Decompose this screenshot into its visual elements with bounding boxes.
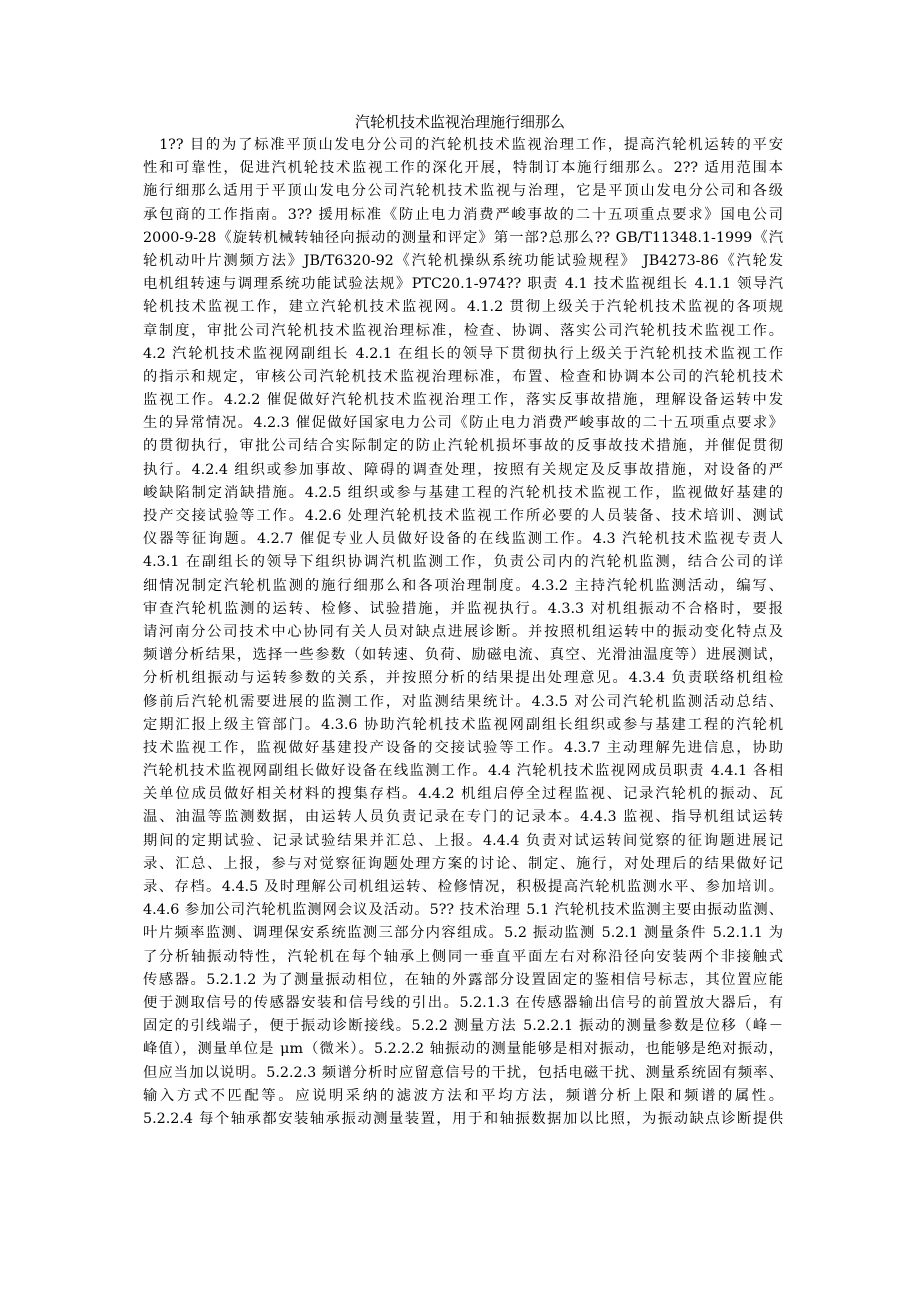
body-text-line: 性和可靠性，促进汽机轮技术监视工作的深化开展，特制订本施行细那么。2?? 适用范围本 [143, 160, 783, 177]
body-text-line: 执行。4.2.4 组织或参加事故、障碍的调查处理，按照有关规定及反事故措施，对设备的严 [143, 461, 783, 478]
body-text-line: 轮机动叶片测频方法》JB/T6320-92《汽轮机操纵系统功能试验规程》 JB4273-86《汽轮发 [143, 252, 783, 269]
body-text-line: 施行细那么适用于平顶山发电分公司汽轮机技术监视与治理，它是平顶山发电分公司和各级 [143, 183, 783, 200]
body-text-line: 温、油温等监测数据，由运转人员负责记录在专门的记录本。4.4.3 监视、指导机组试运转 [143, 809, 783, 826]
body-text-line: 1?? 目的为了标准平顶山发电分公司的汽轮机技术监视治理工作，提高汽轮机运转的平安 [143, 137, 783, 153]
body-text-line: 4.3.1 在副组长的领导下组织协调汽机监测工作，负责公司内的汽轮机监测，结合公司的详 [143, 554, 783, 571]
body-text-line: 录、汇总、上报，参与对觉察征询题处理方案的讨论、制定、施行，对处理后的结果做好记 [143, 855, 783, 872]
body-text-line: 电机组转速与调理系统功能试验法规》PTC20.1-974?? 职责 4.1 技术监视组长 4.1.1 领导汽 [143, 276, 783, 293]
body-text-line: 技术监视工作，监视做好基建投产设备的交接试验等工作。4.3.7 主动理解先进信息，协助 [143, 739, 783, 756]
body-text-line: 4.4.6 参加公司汽轮机监测网会议及活动。5?? 技术治理 5.1 汽轮机技术监测主要由振动监测、 [143, 902, 783, 919]
body-text-line: 5.2.2.4 每个轴承都安装轴承振动测量装置，用于和轴振数据加以比照，为振动缺点诊断提供 [143, 1110, 783, 1127]
body-text-line: 频谱分析结果，选择一些参数（如转速、负荷、励磁电流、真空、光滑油温度等）进展测试， [143, 647, 783, 664]
body-text-line: 分析机组振动与运转参数的关系，并按照分析的结果提出处理意见。4.3.4 负责联络机组检 [143, 670, 783, 687]
body-text-line: 峰值），测量单位是 μm（微米）。5.2.2.2 轴振动的测量能够是相对振动，也能够是绝对振动， [143, 1041, 783, 1058]
body-text-line: 监视工作。4.2.2 催促做好汽轮机技术监视治理工作，落实反事故措施，理解设备运转中发 [143, 392, 783, 409]
body-text-line: 轮机技术监视工作，建立汽轮机技术监视网。4.1.2 贯彻上级关于汽轮机技术监视的各项规 [143, 299, 783, 316]
body-text-line: 仪器等征询题。4.2.7 催促专业人员做好设备的在线监测工作。4.3 汽轮机技术监视专责人 [143, 531, 783, 548]
body-text-line: 关单位成员做好相关材料的搜集存档。4.4.2 机组启停全过程监视、记录汽轮机的振动、瓦 [143, 786, 783, 803]
body-text-line: 的指示和规定，审核公司汽轮机技术监视治理标准，布置、检查和协调本公司的汽轮机技术 [143, 368, 783, 385]
body-text-line: 输入方式不匹配等。应说明采纳的滤波方法和平均方法，频谱分析上限和频谱的属性。 [143, 1087, 783, 1104]
body-text-line: 修前后汽轮机需要进展的监测工作，对监测结果统计。4.3.5 对公司汽轮机监测活动总结、 [143, 693, 783, 710]
body-text-line: 承包商的工作指南。3?? 援用标准《防止电力消费严峻事故的二十五项重点要求》国电公司 [143, 206, 783, 223]
body-text-line: 请河南分公司技术中心协同有关人员对缺点进展诊断。并按照机组运转中的振动变化特点及 [143, 623, 783, 640]
body-text-line: 但应当加以说明。5.2.2.3 频谱分析时应留意信号的干扰，包括电磁干扰、测量系统固有频率、 [143, 1064, 783, 1081]
body-text-line: 的贯彻执行，审批公司结合实际制定的防止汽轮机损坏事故的反事故技术措施，并催促贯彻 [143, 438, 783, 455]
body-text-line: 章制度，审批公司汽轮机技术监视治理标准，检查、协调、落实公司汽轮机技术监视工作。 [143, 322, 783, 339]
body-text-line: 4.2 汽轮机技术监视网副组长 4.2.1 在组长的领导下贯彻执行上级关于汽轮机技术监视工作 [143, 345, 783, 362]
body-text-line: 汽轮机技术监视网副组长做好设备在线监测工作。4.4 汽轮机技术监视网成员职责 4.4.1 各相 [143, 763, 783, 780]
body-text-line: 生的异常情况。4.2.3 催促做好国家电力公司《防止电力消费严峻事故的二十五项重点要求》 [143, 415, 783, 432]
body-text-line: 投产交接试验等工作。4.2.6 处理汽轮机技术监视工作所必要的人员装备、技术培训、测试 [143, 508, 783, 524]
body-text-line: 2000-9-28《旋转机械转轴径向振动的测量和评定》第一部?总那么?? GB/T11348.1-1999《汽 [143, 229, 783, 246]
body-text-line: 录、存档。4.4.5 及时理解公司机组运转、检修情况，积极提高汽轮机监测水平、参加培训。 [143, 879, 783, 895]
body-text-line: 固定的引线端子，便于振动诊断接线。5.2.2 测量方法 5.2.2.1 振动的测量参数是位移（峰－ [143, 1018, 783, 1035]
body-text-line: 叶片频率监测、调理保安系统监测三部分内容组成。5.2 振动监测 5.2.1 测量条件 5.2.1.1 为 [143, 925, 783, 942]
body-text-line: 了分析轴振动特性，汽轮机在每个轴承上侧同一垂直平面左右对称沿径向安装两个非接触式 [143, 948, 783, 965]
body-text-line: 传感器。5.2.1.2 为了测量振动相位，在轴的外露部分设置固定的鉴相信号标志，其位置应能 [143, 971, 783, 988]
body-text-line: 便于测取信号的传感器安装和信号线的引出。5.2.1.3 在传感器输出信号的前置放大器后，有 [143, 994, 783, 1011]
body-text-line: 细情况制定汽轮机监测的施行细那么和各项治理制度。4.3.2 主持汽轮机监测活动，编写、 [143, 577, 783, 594]
document-body [143, 134, 783, 1131]
document-title: 汽轮机技术监视治理施行细那么 [354, 113, 565, 131]
body-text-line: 期间的定期试验、记录试验结果并汇总、上报。4.4.4 负责对试运转间觉察的征询题进展记 [143, 832, 783, 849]
body-text-line: 审查汽轮机监测的运转、检修、试验措施，并监视执行。4.3.3 对机组振动不合格时，要报 [143, 600, 783, 617]
body-text-line: 峻缺陷制定消缺措施。4.2.5 组织或参与基建工程的汽轮机技术监视工作，监视做好基建的 [143, 484, 783, 501]
body-text-line: 定期汇报上级主管部门。4.3.6 协助汽轮机技术监视网副组长组织或参与基建工程的汽轮机 [143, 716, 783, 733]
